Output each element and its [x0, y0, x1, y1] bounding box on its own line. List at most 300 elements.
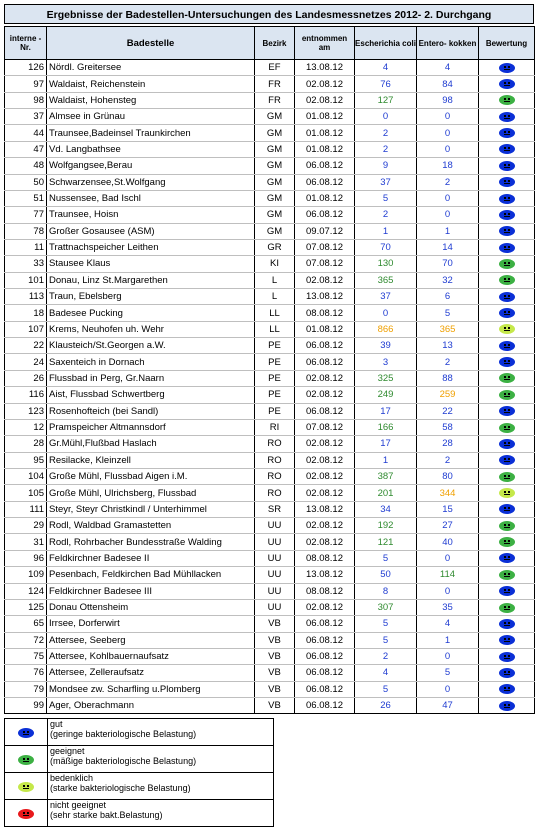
row-entero: 70: [417, 256, 479, 272]
row-bezirk: GM: [255, 109, 295, 125]
table-row: [5, 550, 535, 566]
row-datum: 06.08.12: [295, 681, 355, 697]
row-datum: 01.08.12: [295, 190, 355, 206]
legend-item: [5, 746, 274, 773]
row-nr: 31: [5, 534, 47, 550]
row-datum: 09.07.12: [295, 223, 355, 239]
smiley-gut-icon: [499, 586, 515, 596]
row-bezirk: RO: [255, 485, 295, 501]
row-badestelle: Attersee, Seeberg: [47, 632, 255, 648]
smiley-gut-icon: [499, 177, 515, 187]
row-datum: 06.08.12: [295, 665, 355, 681]
row-entero: 0: [417, 583, 479, 599]
legend-icon-cell: [5, 719, 48, 746]
row-datum: 07.08.12: [295, 256, 355, 272]
row-entero: 58: [417, 419, 479, 435]
row-ecoli: 17: [355, 436, 417, 452]
row-ecoli: 2: [355, 207, 417, 223]
row-bewertung: [479, 550, 535, 566]
row-bezirk: UU: [255, 567, 295, 583]
row-ecoli: 34: [355, 501, 417, 517]
smiley-gut-icon: [499, 194, 515, 204]
table-row: [5, 648, 535, 664]
row-entero: 2: [417, 354, 479, 370]
row-bewertung: [479, 387, 535, 403]
row-bezirk: FR: [255, 76, 295, 92]
row-datum: 06.08.12: [295, 698, 355, 714]
row-datum: 13.08.12: [295, 567, 355, 583]
row-entero: 0: [417, 550, 479, 566]
row-nr: 28: [5, 436, 47, 452]
row-bewertung: [479, 141, 535, 157]
row-datum: 02.08.12: [295, 370, 355, 386]
table-row: [5, 321, 535, 337]
smiley-gut-icon: [499, 684, 515, 694]
smiley-gut-icon: [499, 79, 515, 89]
row-ecoli: 2: [355, 141, 417, 157]
row-nr: 72: [5, 632, 47, 648]
row-ecoli: 0: [355, 305, 417, 321]
row-entero: 14: [417, 239, 479, 255]
row-badestelle: Rodl, Rohrbacher Bundesstraße Walding: [47, 534, 255, 550]
row-ecoli: 130: [355, 256, 417, 272]
row-ecoli: 387: [355, 468, 417, 484]
row-nr: 124: [5, 583, 47, 599]
row-ecoli: 50: [355, 567, 417, 583]
row-bezirk: PE: [255, 370, 295, 386]
row-entero: 4: [417, 616, 479, 632]
table-row: [5, 141, 535, 157]
legend-icon-cell: [5, 746, 48, 773]
row-bewertung: [479, 239, 535, 255]
legend-description: (sehr starke bakt.Belastung): [50, 810, 163, 821]
row-nr: 47: [5, 141, 47, 157]
row-entero: 2: [417, 174, 479, 190]
row-datum: 02.08.12: [295, 76, 355, 92]
smiley-geeignet-icon: [499, 521, 515, 531]
smiley-nicht-icon: [18, 809, 34, 819]
row-badestelle: Mondsee zw. Scharfling u.Plomberg: [47, 681, 255, 697]
row-nr: 109: [5, 567, 47, 583]
row-badestelle: Pramspeicher Altmannsdorf: [47, 419, 255, 435]
row-bewertung: [479, 632, 535, 648]
row-badestelle: Donau Ottensheim: [47, 599, 255, 615]
smiley-gut-icon: [499, 210, 515, 220]
row-bewertung: [479, 338, 535, 354]
table-row: [5, 403, 535, 419]
row-bewertung: [479, 76, 535, 92]
row-datum: 02.08.12: [295, 468, 355, 484]
row-ecoli: 5: [355, 616, 417, 632]
smiley-gut-icon: [499, 243, 515, 253]
row-ecoli: 5: [355, 190, 417, 206]
row-ecoli: 4: [355, 60, 417, 76]
row-bezirk: GM: [255, 125, 295, 141]
header-row: [5, 27, 535, 60]
header-badestelle: Badestelle: [47, 27, 255, 60]
row-bewertung: [479, 321, 535, 337]
row-bewertung: [479, 698, 535, 714]
row-nr: 104: [5, 468, 47, 484]
table-body: [5, 60, 535, 714]
row-datum: 02.08.12: [295, 387, 355, 403]
row-bezirk: GM: [255, 223, 295, 239]
row-nr: 50: [5, 174, 47, 190]
row-entero: 28: [417, 436, 479, 452]
smiley-gut-icon: [499, 161, 515, 171]
row-bewertung: [479, 567, 535, 583]
smiley-gut-icon: [499, 701, 515, 711]
row-ecoli: 1: [355, 452, 417, 468]
row-bewertung: [479, 174, 535, 190]
row-nr: 105: [5, 485, 47, 501]
row-ecoli: 0: [355, 109, 417, 125]
row-badestelle: Irrsee, Dorferwirt: [47, 616, 255, 632]
row-ecoli: 249: [355, 387, 417, 403]
smiley-geeignet-icon: [499, 423, 515, 433]
row-bewertung: [479, 256, 535, 272]
row-bezirk: PE: [255, 387, 295, 403]
row-entero: 344: [417, 485, 479, 501]
row-ecoli: 4: [355, 665, 417, 681]
legend-text: [48, 773, 274, 800]
row-bezirk: VB: [255, 616, 295, 632]
row-entero: 365: [417, 321, 479, 337]
row-nr: 96: [5, 550, 47, 566]
smiley-bedenklich-icon: [499, 488, 515, 498]
row-datum: 01.08.12: [295, 321, 355, 337]
row-badestelle: Rosenhofteich (bei Sandl): [47, 403, 255, 419]
row-nr: 18: [5, 305, 47, 321]
smiley-geeignet-icon: [499, 95, 515, 105]
table-row: [5, 370, 535, 386]
row-nr: 11: [5, 239, 47, 255]
legend: [4, 718, 274, 827]
row-bezirk: VB: [255, 698, 295, 714]
row-bezirk: RO: [255, 452, 295, 468]
row-nr: 29: [5, 518, 47, 534]
row-nr: 101: [5, 272, 47, 288]
row-nr: 26: [5, 370, 47, 386]
smiley-gut-icon: [499, 128, 515, 138]
row-badestelle: Große Mühl, Flussbad Aigen i.M.: [47, 468, 255, 484]
row-badestelle: Attersee, Kohlbauernaufsatz: [47, 648, 255, 664]
row-bewertung: [479, 436, 535, 452]
legend-text: [48, 746, 274, 773]
row-bewertung: [479, 419, 535, 435]
table-row: [5, 518, 535, 534]
row-entero: 0: [417, 125, 479, 141]
row-ecoli: 5: [355, 681, 417, 697]
header-bewertung: Bewertung: [479, 27, 535, 60]
row-entero: 0: [417, 681, 479, 697]
table-row: [5, 681, 535, 697]
smiley-bedenklich-icon: [18, 782, 34, 792]
row-datum: 01.08.12: [295, 109, 355, 125]
row-datum: 02.08.12: [295, 599, 355, 615]
row-bezirk: L: [255, 272, 295, 288]
row-bezirk: RO: [255, 436, 295, 452]
table-row: [5, 223, 535, 239]
row-bezirk: UU: [255, 518, 295, 534]
row-badestelle: Ager, Oberachmann: [47, 698, 255, 714]
row-badestelle: Steyr, Steyr Christkindl / Unterhimmel: [47, 501, 255, 517]
legend-item: [5, 773, 274, 800]
row-ecoli: 17: [355, 403, 417, 419]
row-nr: 79: [5, 681, 47, 697]
row-bewertung: [479, 616, 535, 632]
table-row: [5, 125, 535, 141]
legend-icon-cell: [5, 800, 48, 827]
row-datum: 06.08.12: [295, 158, 355, 174]
legend-text: [48, 800, 274, 827]
table-row: [5, 599, 535, 615]
header-ecoli: Escherichia coli: [355, 27, 417, 60]
row-badestelle: Große Mühl, Ulrichsberg, Flussbad: [47, 485, 255, 501]
row-entero: 27: [417, 518, 479, 534]
row-ecoli: 26: [355, 698, 417, 714]
row-badestelle: Schwarzensee,St.Wolfgang: [47, 174, 255, 190]
row-nr: 44: [5, 125, 47, 141]
row-entero: 18: [417, 158, 479, 174]
row-bewertung: [479, 583, 535, 599]
row-bewertung: [479, 370, 535, 386]
row-datum: 06.08.12: [295, 648, 355, 664]
row-datum: 02.08.12: [295, 452, 355, 468]
smiley-gut-icon: [499, 635, 515, 645]
row-entero: 98: [417, 92, 479, 108]
table-row: [5, 501, 535, 517]
row-ecoli: 2: [355, 125, 417, 141]
row-entero: 5: [417, 665, 479, 681]
row-bewertung: [479, 485, 535, 501]
row-badestelle: Rodl, Waldbad Gramastetten: [47, 518, 255, 534]
row-ecoli: 866: [355, 321, 417, 337]
row-nr: 126: [5, 60, 47, 76]
row-bezirk: LL: [255, 321, 295, 337]
header-bezirk: Bezirk: [255, 27, 295, 60]
row-bewertung: [479, 403, 535, 419]
row-entero: 32: [417, 272, 479, 288]
smiley-geeignet-icon: [499, 373, 515, 383]
row-badestelle: Nördl. Greitersee: [47, 60, 255, 76]
row-entero: 5: [417, 305, 479, 321]
row-datum: 02.08.12: [295, 272, 355, 288]
table-row: [5, 698, 535, 714]
row-ecoli: 5: [355, 632, 417, 648]
smiley-geeignet-icon: [18, 755, 34, 765]
smiley-geeignet-icon: [499, 472, 515, 482]
legend-label: nicht geeignet: [50, 800, 107, 811]
row-bezirk: VB: [255, 632, 295, 648]
smiley-geeignet-icon: [499, 570, 515, 580]
table-row: [5, 289, 535, 305]
row-bezirk: SR: [255, 501, 295, 517]
legend-label: bedenklich: [50, 773, 94, 784]
row-entero: 0: [417, 648, 479, 664]
row-bewertung: [479, 305, 535, 321]
row-bezirk: RO: [255, 468, 295, 484]
smiley-gut-icon: [499, 144, 515, 154]
row-bezirk: UU: [255, 550, 295, 566]
row-bewertung: [479, 599, 535, 615]
row-entero: 6: [417, 289, 479, 305]
row-datum: 02.08.12: [295, 534, 355, 550]
smiley-gut-icon: [499, 226, 515, 236]
row-bezirk: VB: [255, 665, 295, 681]
table-row: [5, 632, 535, 648]
row-ecoli: 76: [355, 76, 417, 92]
row-bewertung: [479, 289, 535, 305]
row-entero: 15: [417, 501, 479, 517]
row-nr: 98: [5, 92, 47, 108]
table-row: [5, 60, 535, 76]
row-entero: 1: [417, 632, 479, 648]
row-bewertung: [479, 665, 535, 681]
row-nr: 77: [5, 207, 47, 223]
row-entero: 259: [417, 387, 479, 403]
row-bezirk: VB: [255, 648, 295, 664]
row-nr: 65: [5, 616, 47, 632]
header-datum: entnommen am: [295, 27, 355, 60]
row-datum: 08.08.12: [295, 305, 355, 321]
row-badestelle: Flussbad in Perg, Gr.Naarn: [47, 370, 255, 386]
row-badestelle: Saxenteich in Dornach: [47, 354, 255, 370]
row-datum: 02.08.12: [295, 92, 355, 108]
row-bezirk: GM: [255, 207, 295, 223]
row-datum: 06.08.12: [295, 174, 355, 190]
row-bewertung: [479, 109, 535, 125]
row-nr: 48: [5, 158, 47, 174]
row-ecoli: 37: [355, 174, 417, 190]
row-entero: 13: [417, 338, 479, 354]
row-ecoli: 166: [355, 419, 417, 435]
row-datum: 13.08.12: [295, 501, 355, 517]
row-bezirk: GM: [255, 158, 295, 174]
row-ecoli: 365: [355, 272, 417, 288]
row-entero: 0: [417, 207, 479, 223]
legend-label: geeignet: [50, 746, 85, 757]
row-datum: 01.08.12: [295, 125, 355, 141]
table-row: [5, 109, 535, 125]
row-nr: 113: [5, 289, 47, 305]
row-ecoli: 37: [355, 289, 417, 305]
row-badestelle: Großer Gosausee (ASM): [47, 223, 255, 239]
row-bewertung: [479, 534, 535, 550]
table-row: [5, 338, 535, 354]
row-bezirk: VB: [255, 681, 295, 697]
row-ecoli: 192: [355, 518, 417, 534]
row-datum: 13.08.12: [295, 289, 355, 305]
table-row: [5, 256, 535, 272]
smiley-bedenklich-icon: [499, 324, 515, 334]
row-badestelle: Feldkirchner Badesee II: [47, 550, 255, 566]
header-nr: interne -Nr.: [5, 27, 47, 60]
row-nr: 116: [5, 387, 47, 403]
smiley-gut-icon: [499, 504, 515, 514]
row-bezirk: GM: [255, 174, 295, 190]
row-badestelle: Pesenbach, Feldkirchen Bad Mühllacken: [47, 567, 255, 583]
row-bewertung: [479, 501, 535, 517]
smiley-gut-icon: [499, 652, 515, 662]
legend-icon-cell: [5, 773, 48, 800]
row-nr: 33: [5, 256, 47, 272]
row-ecoli: 70: [355, 239, 417, 255]
smiley-gut-icon: [499, 439, 515, 449]
table-row: [5, 616, 535, 632]
row-datum: 06.08.12: [295, 207, 355, 223]
row-badestelle: Wolfgangsee,Berau: [47, 158, 255, 174]
row-ecoli: 8: [355, 583, 417, 599]
row-badestelle: Krems, Neuhofen uh. Wehr: [47, 321, 255, 337]
row-bezirk: UU: [255, 599, 295, 615]
row-bewertung: [479, 648, 535, 664]
row-bewertung: [479, 190, 535, 206]
row-nr: 99: [5, 698, 47, 714]
legend-description: (starke bakteriologische Belastung): [50, 783, 191, 794]
row-badestelle: Donau, Linz St.Margarethen: [47, 272, 255, 288]
row-bezirk: L: [255, 289, 295, 305]
legend-text: [48, 719, 274, 746]
row-nr: 97: [5, 76, 47, 92]
smiley-gut-icon: [499, 455, 515, 465]
row-ecoli: 39: [355, 338, 417, 354]
row-datum: 07.08.12: [295, 239, 355, 255]
smiley-gut-icon: [499, 619, 515, 629]
table-row: [5, 92, 535, 108]
row-nr: 125: [5, 599, 47, 615]
row-entero: 47: [417, 698, 479, 714]
row-nr: 76: [5, 665, 47, 681]
table-row: [5, 419, 535, 435]
row-badestelle: Gr.Mühl,Flußbad Haslach: [47, 436, 255, 452]
legend-description: (mäßige bakteriologische Belastung): [50, 756, 197, 767]
row-badestelle: Stausee Klaus: [47, 256, 255, 272]
legend-item: [5, 800, 274, 827]
row-datum: 02.08.12: [295, 485, 355, 501]
row-bezirk: GM: [255, 141, 295, 157]
smiley-geeignet-icon: [499, 390, 515, 400]
row-ecoli: 1: [355, 223, 417, 239]
smiley-gut-icon: [499, 308, 515, 318]
row-bewertung: [479, 60, 535, 76]
row-nr: 24: [5, 354, 47, 370]
row-badestelle: Resilacke, Kleinzell: [47, 452, 255, 468]
row-bewertung: [479, 207, 535, 223]
row-badestelle: Badesee Pucking: [47, 305, 255, 321]
row-datum: 06.08.12: [295, 616, 355, 632]
row-ecoli: 5: [355, 550, 417, 566]
row-ecoli: 307: [355, 599, 417, 615]
row-nr: 12: [5, 419, 47, 435]
row-entero: 2: [417, 452, 479, 468]
row-badestelle: Nussensee, Bad Ischl: [47, 190, 255, 206]
row-bezirk: GR: [255, 239, 295, 255]
row-ecoli: 121: [355, 534, 417, 550]
table-row: [5, 387, 535, 403]
table-row: [5, 207, 535, 223]
row-datum: 08.08.12: [295, 550, 355, 566]
smiley-geeignet-icon: [499, 275, 515, 285]
row-badestelle: Traunsee,Badeinsel Traunkirchen: [47, 125, 255, 141]
row-entero: 1: [417, 223, 479, 239]
table-row: [5, 76, 535, 92]
table-row: [5, 583, 535, 599]
row-badestelle: Waldaist, Reichenstein: [47, 76, 255, 92]
row-ecoli: 9: [355, 158, 417, 174]
row-entero: 22: [417, 403, 479, 419]
row-entero: 0: [417, 109, 479, 125]
